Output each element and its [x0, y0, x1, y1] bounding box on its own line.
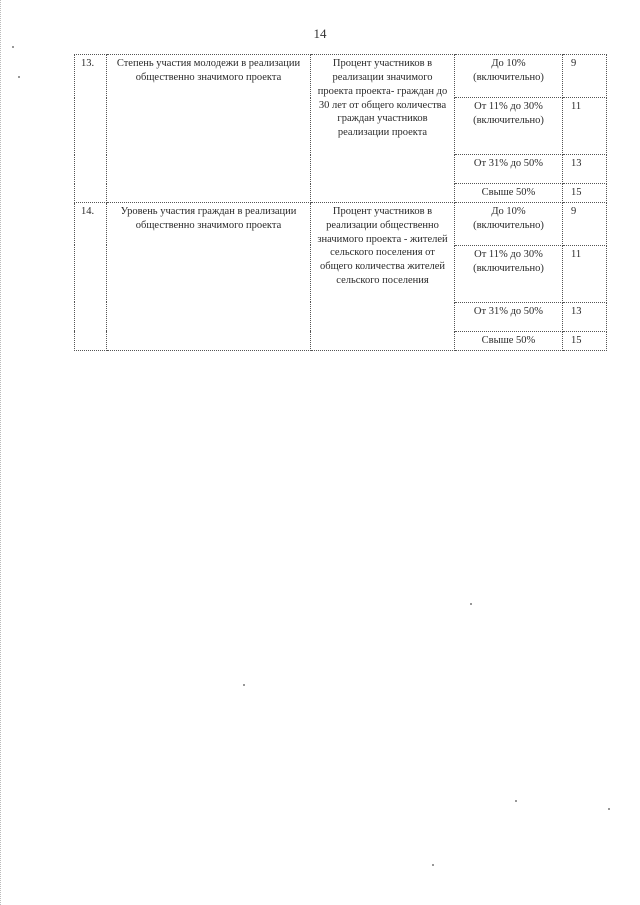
scan-speck [608, 808, 610, 810]
level-label: От 11% до 30% (включительно) [455, 98, 563, 155]
level-label: Свыше 50% [455, 184, 563, 203]
level-label: От 31% до 50% [455, 302, 563, 331]
criterion-description: Процент участников в реализации общественно значимого проекта - жителей сельского поселения от общего количества жителей сельского поселения [311, 202, 455, 350]
level-label: Свыше 50% [455, 331, 563, 350]
criterion-name: Уровень участия граждан в реализации общественно значимого проекта [107, 202, 311, 350]
level-points: 11 [563, 245, 607, 302]
level-points: 15 [563, 184, 607, 203]
level-points: 13 [563, 302, 607, 331]
page-number: 14 [313, 26, 327, 41]
level-points: 11 [563, 98, 607, 155]
scan-speck [470, 603, 472, 605]
level-label: До 10% (включительно) [455, 202, 563, 245]
scan-speck [18, 76, 20, 78]
level-points: 15 [563, 331, 607, 350]
scan-edge [0, 0, 4, 905]
level-label: От 31% до 50% [455, 155, 563, 184]
criterion-description: Процент участников в реализации значимого проекта проекта- граждан до 30 лет от общего количества граждан участников реализации проекта [311, 55, 455, 203]
row-number: 14. [75, 202, 107, 350]
scan-speck [12, 46, 14, 48]
row-number: 13. [75, 55, 107, 203]
scan-speck [432, 864, 434, 866]
level-points: 13 [563, 155, 607, 184]
table-row [75, 55, 607, 98]
level-label: От 11% до 30% (включительно) [455, 245, 563, 302]
level-label: До 10% (включительно) [455, 55, 563, 98]
scan-speck [243, 684, 245, 686]
criteria-table [74, 54, 607, 351]
level-points: 9 [563, 202, 607, 245]
criterion-name: Степень участия молодежи в реализации общественно значимого проекта [107, 55, 311, 203]
scan-speck [515, 800, 517, 802]
table-row [75, 202, 607, 245]
level-points: 9 [563, 55, 607, 98]
